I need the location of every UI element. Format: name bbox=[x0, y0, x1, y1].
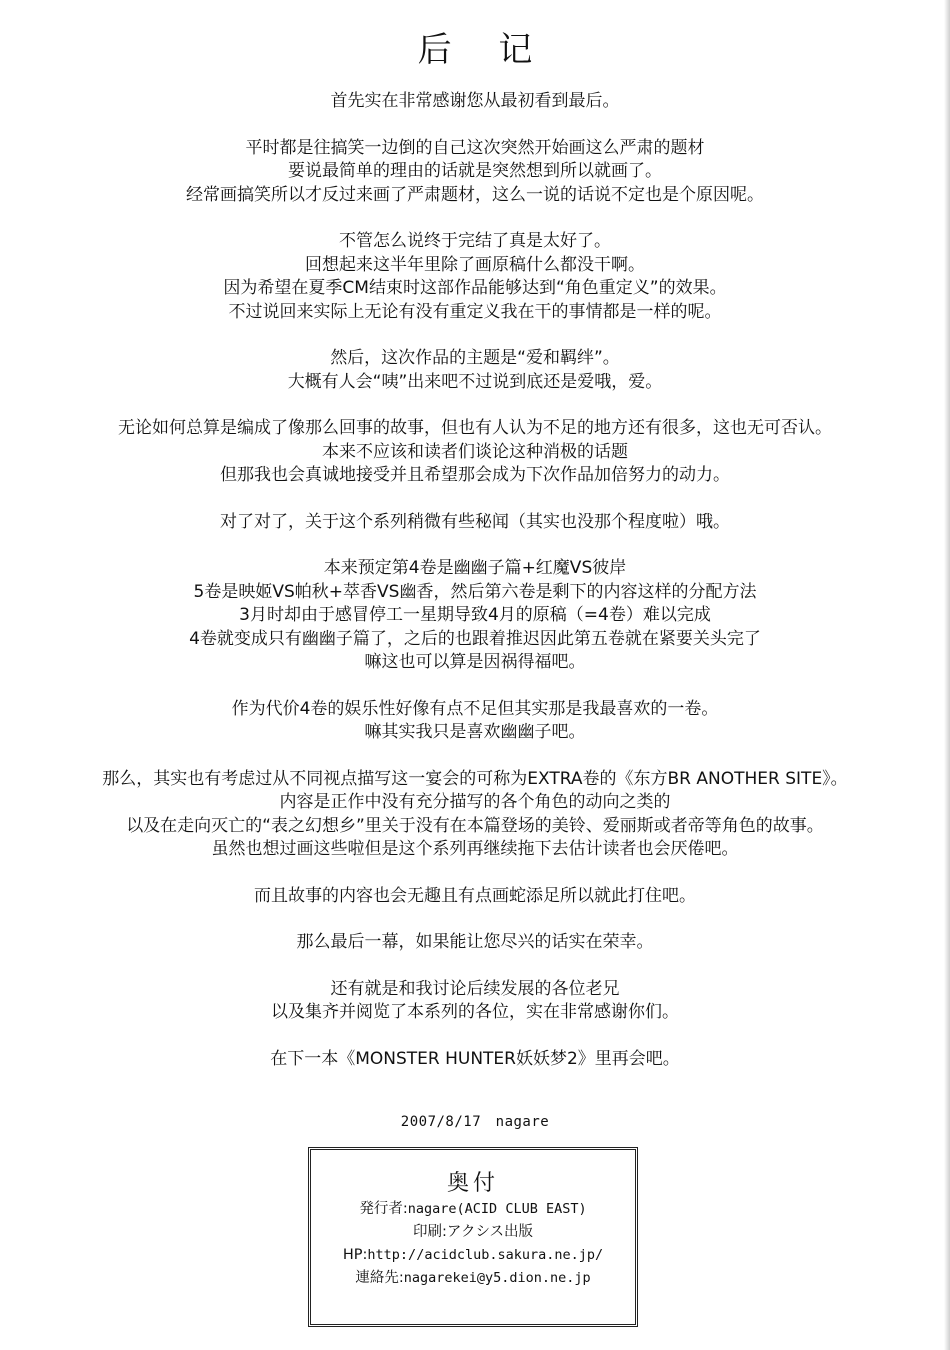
paragraph bbox=[20, 557, 930, 675]
text-line: 大概有人会“咦”出来吧不过说到底还是爱哦，爱。 bbox=[287, 371, 663, 392]
text-line: 但那我也会真诚地接受并且希望那会成为下次作品加倍努力的动力。 bbox=[220, 465, 730, 485]
paragraph bbox=[20, 90, 930, 114]
colophon-print bbox=[311, 1221, 635, 1244]
contact-label: 連絡先: bbox=[355, 1270, 404, 1286]
text-line: 而且故事的内容也会无趣且有点画蛇添足所以就此打住吧。 bbox=[254, 885, 696, 906]
colophon-title: 奥付 bbox=[446, 1171, 499, 1196]
paragraph bbox=[20, 978, 930, 1025]
text-line: 回想起来这半年里除了画原稿什么都没干啊。 bbox=[305, 254, 645, 275]
paragraph bbox=[20, 137, 930, 208]
text-line: 不过说回来实际上无论有没有重定义我在干的事情都是一样的呢。 bbox=[228, 301, 722, 322]
print-label: 印刷: bbox=[412, 1224, 447, 1240]
colophon-homepage bbox=[311, 1244, 635, 1267]
text-line: 要说最简单的理由的话就是突然想到所以就画了。 bbox=[288, 161, 662, 181]
afterword-body bbox=[20, 90, 930, 1094]
text-line: 3月时却由于感冒停工一星期导致4月的原稿（=4卷）难以完成 bbox=[239, 605, 711, 625]
paragraph bbox=[20, 511, 930, 535]
hp-link[interactable]: http://acidclub.sakura.ne.jp/ bbox=[367, 1247, 604, 1263]
publisher-label: 発行者: bbox=[359, 1201, 408, 1217]
colophon-publisher bbox=[311, 1198, 635, 1221]
text-line: 那么最后一幕，如果能让您尽兴的话实在荣幸。 bbox=[296, 932, 654, 952]
hp-label: HP: bbox=[342, 1247, 368, 1263]
text-line: 嘛其实我只是喜欢幽幽子吧。 bbox=[364, 722, 586, 742]
page-edge-shadow bbox=[944, 0, 950, 1350]
text-line: 因为希望在夏季CM结束时这部作品能够达到“角色重定义”的效果。 bbox=[223, 278, 727, 298]
paragraph bbox=[20, 1048, 930, 1072]
paragraph bbox=[20, 698, 930, 745]
text-line: 还有就是和我讨论后续发展的各位老兄 bbox=[330, 978, 620, 999]
text-line: 本来不应该和读者们谈论这种消极的话题 bbox=[322, 441, 628, 462]
paragraph bbox=[20, 931, 930, 955]
text-line: 对了对了，关于这个系列稍微有些秘闻（其实也没那个程度啦）哦。 bbox=[220, 511, 730, 532]
paragraph bbox=[20, 230, 930, 324]
text-line: 以及在走向灭亡的“表之幻想乡”里关于没有在本篇登场的美铃、爱丽斯或者帝等角色的故事。 bbox=[126, 815, 824, 836]
date-signature: 2007/8/17 nagare bbox=[400, 1114, 550, 1130]
text-line: 虽然也想过画这些啦但是这个系列再继续拖下去估计读者也会厌倦吧。 bbox=[211, 839, 739, 859]
text-line: 作为代价4卷的娱乐性好像有点不足但其实那是我最喜欢的一卷。 bbox=[231, 698, 719, 719]
text-line: 以及集齐并阅览了本系列的各位，实在非常感谢你们。 bbox=[271, 1002, 679, 1022]
text-line: 本来预定第4卷是幽幽子篇+红魔VS彼岸 bbox=[323, 558, 627, 578]
text-line: 平时都是往搞笑一边倒的自己这次突然开始画这么严肃的题材 bbox=[245, 137, 705, 158]
page-title: 后 记 bbox=[417, 30, 551, 70]
text-line: 经常画搞笑所以才反过来画了严肃题材，这么一说的话说不定也是个原因呢。 bbox=[186, 184, 764, 205]
colophon-contact bbox=[311, 1267, 635, 1290]
text-line: 那么，其实也有考虑过从不同视点描写这一宴会的可称为EXTRA卷的《东方BR ANOTHER SITE》。 bbox=[102, 768, 848, 789]
paragraph bbox=[20, 768, 930, 862]
text-line: 内容是正作中没有充分描写的各个角色的动向之类的 bbox=[279, 792, 671, 812]
text-line: 5卷是映姬VS帕秋+萃香VS幽香，然后第六卷是剩下的内容这样的分配方法 bbox=[193, 581, 757, 602]
text-line: 4卷就变成只有幽幽子篇了，之后的也跟着推迟因此第五卷就在紧要关头完了 bbox=[189, 628, 761, 649]
text-line: 然后，这次作品的主题是“爱和羁绊”。 bbox=[330, 348, 620, 368]
text-line: 首先实在非常感谢您从最初看到最后。 bbox=[330, 91, 620, 111]
print-value: アクシス出版 bbox=[446, 1224, 534, 1240]
publisher-value: nagare(ACID CLUB EAST) bbox=[407, 1201, 587, 1217]
paragraph bbox=[20, 417, 930, 488]
paragraph bbox=[20, 885, 930, 909]
contact-email[interactable]: nagarekei@y5.dion.ne.jp bbox=[403, 1270, 591, 1286]
text-line: 嘛这也可以算是因祸得福吧。 bbox=[364, 652, 586, 672]
text-line: 在下一本《MONSTER HUNTER妖妖梦2》里再会吧。 bbox=[270, 1048, 680, 1069]
paragraph bbox=[20, 347, 930, 394]
text-line: 无论如何总算是编成了像那么回事的故事，但也有人认为不足的地方还有很多，这也无可否认。 bbox=[118, 418, 832, 438]
text-line: 不管怎么说终于完结了真是太好了。 bbox=[339, 231, 611, 251]
colophon-box bbox=[308, 1147, 638, 1327]
